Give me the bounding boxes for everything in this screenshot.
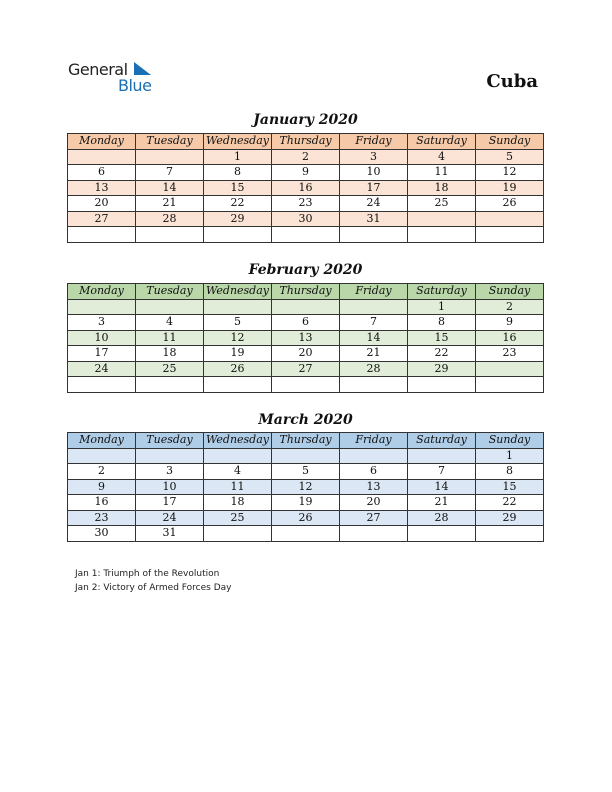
day-cell: 8: [476, 464, 544, 480]
day-cell: [272, 227, 340, 243]
day-cell: 27: [272, 361, 340, 377]
month-title-january: January 2020: [253, 112, 358, 128]
day-cell: 6: [272, 315, 340, 331]
day-cell: 25: [136, 361, 204, 377]
week-row: [68, 464, 544, 480]
day-cell: 13: [340, 479, 408, 495]
day-cell: 21: [136, 196, 204, 212]
weekday-label: Friday: [340, 284, 408, 300]
day-cell: 18: [204, 495, 272, 511]
week-row: [68, 526, 544, 542]
day-cell: [272, 448, 340, 464]
day-cell: 26: [204, 361, 272, 377]
day-cell: 10: [136, 479, 204, 495]
calendar-march: [67, 432, 544, 542]
day-cell: 24: [136, 510, 204, 526]
weekday-label: Tuesday: [136, 433, 204, 449]
day-cell: 30: [68, 526, 136, 542]
day-cell: 4: [136, 315, 204, 331]
day-cell: 17: [136, 495, 204, 511]
day-cell: 4: [408, 149, 476, 165]
day-cell: [408, 211, 476, 227]
day-cell: 3: [136, 464, 204, 480]
day-cell: 8: [408, 315, 476, 331]
day-cell: [408, 448, 476, 464]
day-cell: 5: [272, 464, 340, 480]
day-cell: 21: [340, 346, 408, 362]
day-cell: 16: [272, 180, 340, 196]
day-cell: 14: [136, 180, 204, 196]
day-cell: [68, 299, 136, 315]
day-cell: 4: [204, 464, 272, 480]
day-cell: [204, 526, 272, 542]
day-cell: [68, 149, 136, 165]
day-cell: [204, 377, 272, 393]
day-cell: 9: [68, 479, 136, 495]
day-cell: [272, 377, 340, 393]
day-cell: 30: [272, 211, 340, 227]
day-cell: 19: [476, 180, 544, 196]
day-cell: 2: [476, 299, 544, 315]
generalblue-logo: [68, 60, 168, 96]
day-cell: 11: [136, 330, 204, 346]
day-cell: 22: [476, 495, 544, 511]
day-cell: 23: [272, 196, 340, 212]
day-cell: [476, 526, 544, 542]
weekday-label: Tuesday: [136, 134, 204, 150]
weekday-header-row: [68, 134, 544, 150]
day-cell: 5: [204, 315, 272, 331]
week-row: [68, 211, 544, 227]
day-cell: 25: [408, 196, 476, 212]
day-cell: [68, 377, 136, 393]
day-cell: 31: [136, 526, 204, 542]
day-cell: 27: [68, 211, 136, 227]
weekday-header-row: [68, 433, 544, 449]
day-cell: 19: [204, 346, 272, 362]
holiday-day-cell: 2: [272, 149, 340, 165]
day-cell: 13: [272, 330, 340, 346]
day-cell: 9: [272, 165, 340, 181]
day-cell: [408, 377, 476, 393]
weekday-label: Monday: [68, 433, 136, 449]
weekday-label: Tuesday: [136, 284, 204, 300]
day-cell: 24: [68, 361, 136, 377]
day-cell: [272, 526, 340, 542]
day-cell: 19: [272, 495, 340, 511]
week-row: [68, 448, 544, 464]
day-cell: 16: [476, 330, 544, 346]
day-cell: 12: [272, 479, 340, 495]
logo-blue-text: Blue: [118, 76, 152, 95]
day-cell: 20: [340, 495, 408, 511]
day-cell: 13: [68, 180, 136, 196]
day-cell: 10: [340, 165, 408, 181]
weekday-label: Sunday: [476, 284, 544, 300]
weekday-label: Sunday: [476, 134, 544, 150]
day-cell: 7: [408, 464, 476, 480]
day-cell: [408, 227, 476, 243]
day-cell: 15: [476, 479, 544, 495]
day-cell: 5: [476, 149, 544, 165]
week-row: [68, 227, 544, 243]
week-row: [68, 315, 544, 331]
day-cell: 6: [340, 464, 408, 480]
day-cell: 20: [272, 346, 340, 362]
day-cell: 21: [408, 495, 476, 511]
day-cell: 2: [68, 464, 136, 480]
day-cell: 28: [340, 361, 408, 377]
day-cell: 15: [408, 330, 476, 346]
day-cell: 23: [476, 346, 544, 362]
week-row: [68, 149, 544, 165]
weekday-header-row: [68, 284, 544, 300]
day-cell: [204, 299, 272, 315]
week-row: [68, 165, 544, 181]
day-cell: 31: [340, 211, 408, 227]
day-cell: 22: [204, 196, 272, 212]
day-cell: 18: [408, 180, 476, 196]
day-cell: [272, 299, 340, 315]
day-cell: [204, 448, 272, 464]
holiday-note: Jan 1: Triumph of the Revolution: [75, 569, 220, 579]
day-cell: 11: [204, 479, 272, 495]
day-cell: [136, 299, 204, 315]
weekday-label: Thursday: [272, 433, 340, 449]
month-title-february: February 2020: [248, 262, 363, 278]
day-cell: 29: [408, 361, 476, 377]
week-row: [68, 299, 544, 315]
week-row: [68, 346, 544, 362]
day-cell: [340, 377, 408, 393]
day-cell: [340, 227, 408, 243]
week-row: [68, 510, 544, 526]
logo-triangle-icon: [134, 62, 152, 76]
day-cell: 1: [408, 299, 476, 315]
day-cell: 6: [68, 165, 136, 181]
day-cell: [136, 448, 204, 464]
day-cell: 25: [204, 510, 272, 526]
calendar-january: [67, 133, 544, 243]
weekday-label: Friday: [340, 134, 408, 150]
weekday-label: Sunday: [476, 433, 544, 449]
week-row: [68, 495, 544, 511]
day-cell: 28: [136, 211, 204, 227]
day-cell: 9: [476, 315, 544, 331]
day-cell: 14: [340, 330, 408, 346]
day-cell: 27: [340, 510, 408, 526]
weekday-label: Wednesday: [204, 433, 272, 449]
weekday-label: Monday: [68, 284, 136, 300]
logo-general-text: General: [68, 60, 128, 79]
day-cell: [136, 377, 204, 393]
weekday-label: Saturday: [408, 284, 476, 300]
day-cell: 17: [340, 180, 408, 196]
day-cell: 29: [476, 510, 544, 526]
day-cell: [476, 377, 544, 393]
day-cell: [68, 448, 136, 464]
day-cell: [476, 211, 544, 227]
week-row: [68, 180, 544, 196]
day-cell: 15: [204, 180, 272, 196]
day-cell: 14: [408, 479, 476, 495]
day-cell: [68, 227, 136, 243]
weekday-label: Saturday: [408, 433, 476, 449]
weekday-label: Thursday: [272, 284, 340, 300]
day-cell: 16: [68, 495, 136, 511]
weekday-label: Wednesday: [204, 134, 272, 150]
day-cell: 11: [408, 165, 476, 181]
weekday-label: Thursday: [272, 134, 340, 150]
day-cell: 12: [476, 165, 544, 181]
day-cell: 23: [68, 510, 136, 526]
week-row: [68, 479, 544, 495]
weekday-label: Wednesday: [204, 284, 272, 300]
day-cell: 1: [476, 448, 544, 464]
day-cell: 8: [204, 165, 272, 181]
day-cell: 7: [340, 315, 408, 331]
day-cell: 18: [136, 346, 204, 362]
day-cell: [340, 299, 408, 315]
day-cell: [204, 227, 272, 243]
holiday-day-cell: 1: [204, 149, 272, 165]
week-row: [68, 330, 544, 346]
week-row: [68, 196, 544, 212]
day-cell: 7: [136, 165, 204, 181]
day-cell: [340, 448, 408, 464]
day-cell: 29: [204, 211, 272, 227]
day-cell: 3: [68, 315, 136, 331]
day-cell: [476, 361, 544, 377]
day-cell: 22: [408, 346, 476, 362]
day-cell: 12: [204, 330, 272, 346]
holiday-note: Jan 2: Victory of Armed Forces Day: [75, 583, 232, 593]
country-title: Cuba: [486, 71, 538, 92]
day-cell: 26: [476, 196, 544, 212]
month-title-march: March 2020: [258, 412, 353, 428]
day-cell: 24: [340, 196, 408, 212]
day-cell: [408, 526, 476, 542]
week-row: [68, 361, 544, 377]
day-cell: 10: [68, 330, 136, 346]
week-row: [68, 377, 544, 393]
day-cell: 28: [408, 510, 476, 526]
day-cell: [136, 149, 204, 165]
day-cell: [136, 227, 204, 243]
day-cell: 26: [272, 510, 340, 526]
weekday-label: Friday: [340, 433, 408, 449]
day-cell: [476, 227, 544, 243]
day-cell: 20: [68, 196, 136, 212]
day-cell: 3: [340, 149, 408, 165]
weekday-label: Saturday: [408, 134, 476, 150]
day-cell: 17: [68, 346, 136, 362]
calendar-february: [67, 283, 544, 393]
holiday-notes: [75, 567, 231, 595]
weekday-label: Monday: [68, 134, 136, 150]
day-cell: [340, 526, 408, 542]
